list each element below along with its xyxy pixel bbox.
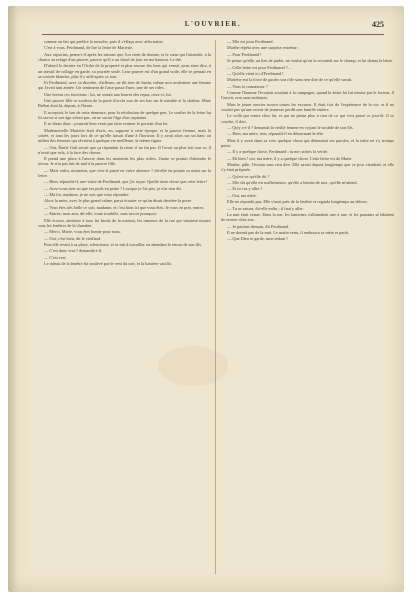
paragraph: — Je partirai demain, dit Ferdinand. (227, 223, 290, 229)
paragraph: — Pour Ferdinand ! (227, 51, 262, 57)
paragraph: Aux capucins, pense-t-il après les raisons que l'on vient de donner, et le cœur qui l'attendrit, à la chance au refuge d'un pauvre, pauvre qu'il a un cloud de jour en ma hauteur. Le thé. (38, 51, 211, 62)
paragraph: La nuit était venue. Dans la rue, les lanternes s'allumaient une à une, et les passants se hâtaient de rentrer chez eux. (221, 212, 394, 223)
paragraph: — Et tu vas y aller ? (227, 186, 263, 192)
page-number: 425 (372, 20, 384, 29)
paragraph: Il acceptait, le bas de cette demeure, pour la rétribution de quelque peu. Le soulier de la lettre lui fit savoir si son âge n'était pas, on ne savait l'âge d'un capitaine. (38, 109, 211, 120)
paragraph: Une pauvre fille se souleva de la porte d'accès aux de ses bas sur le meuble et la chaleur. Mme Bréhat était là, depuis, à l'heure. (38, 98, 211, 109)
paragraph: — C'est vrai. (44, 254, 67, 260)
paragraph: C'est à vous, Ferdinand, de lire la lettre de Mariette. (44, 45, 134, 51)
paragraph: Une faveur ces fonctions : lui, ne sortait aux heures des repas, ceux-ci, lui. (44, 91, 172, 97)
paragraph: — Elle dit qu'elle est malheureuse, qu'elle a besoin de moi, qu'elle m'attend. (227, 180, 358, 186)
paragraph: Elle ne répondit pas. Elle s'assit près de la fenêtre et regarda longtemps au dehors. (227, 199, 368, 205)
paragraph: — Elle est pour Ferdinand. (227, 39, 274, 44)
paragraph: Le rideau de la fenêtre fut soulevé par le vent du soir, et la lumière vacilla. (44, 261, 172, 267)
page-header (42, 20, 384, 32)
header-rule (42, 34, 384, 35)
paragraph: — Oui, c'est bien, dit le vieillard. (44, 235, 102, 241)
paragraph: — Qu'y a-t-il ? demanda la vieille femme en voyant le trouble de son fils. (227, 124, 354, 130)
paragraph: Le voilà qui rentre chez lui, et qui ne pense plus à rien de ce qui s'est passé ce jour-là. Il se couche, il dort. (221, 113, 394, 124)
paragraph: — Vous êtes très belle ce soir, madame, et c'est bien ici que vous êtes. Je vous en prie, entrez. (44, 204, 205, 210)
paragraph: Mariette eut la force de garder son rôle sans rien dire de ce qu'elle savait. (227, 77, 353, 83)
paragraph: Puis elle revint à sa place, silencieuse, et se mit à travailler en attendant le retour de son fils. (44, 242, 203, 248)
paragraph: — Oui, Émile Galt savait que ça répondait la rente, il ne fut pas. Il l'avait un plus fait tout ce, il n'avait que cela, à la face des choses. (38, 144, 211, 155)
paragraph: D'abord le dernier en l'Ordre de la propreté et plus encore des bras qui venait, pour ainsi dire, à un travail de collage en garde, sa journée seule. Leur pauvre est d'un grand voile, elle se pensait en sa croisée blanche, plus il y aidé après ce tour. (38, 63, 211, 79)
paragraph: — Eh bien ! oui, ma mère, il y a quelque chose. Cette lettre est de Marie. (227, 155, 353, 161)
paragraph: comme on fait qui préfère la mouche, puis il s'effaça avec affectation. (44, 39, 164, 44)
paragraph: Mademoiselle Mariette était d'avis, en, suppose à cette époque, et la pauvre femme, mais la soirée, et tous les jours lors de ce qu'elle faisait d'une à l'horizon. Il y avait alors sur un banc au milieu des femmes qui rêvaient à quelque vie meilleure, la même figure. (38, 127, 211, 144)
paragraph: — Que Dieu te garde, mon enfant ! (227, 236, 288, 242)
right-column (221, 39, 394, 576)
paragraph: — Entrez, mon ami, dit-elle, toute troublée, sans savoir pourquoi. (44, 211, 157, 217)
paragraph: Et Ferdinand, avec sa discrète, d'ailleurs, ne dit rien de Justin, même non seulement une femme qui l'avait tant aimée. Un sentiment de l'aise passa d'une, une de ses rides. (38, 80, 211, 91)
paragraph: Comme l'homme l'écoutait souriant à la campagne, quand la lettre lui fut remise par le facteur, il l'ouvrit, non sans embarras. (221, 90, 394, 101)
newspaper-page (8, 6, 404, 592)
paragraph: Il prend une place à l'œuvre dans les moments les plus riches, l'autre se promit d'attendre le retour. Je n'ai pas fait de mal à la pauvre fille. (38, 156, 211, 167)
journal-title: L'OUVRIER. (184, 20, 242, 28)
paragraph: — Tu as raison, dit-elle enfin ; il faut y aller. (227, 205, 304, 211)
paragraph: — Ma foi, madame, je ne sais que vous répondre. (44, 192, 130, 198)
paragraph: Il ne dormit pas de la nuit. Le matin venu, il embrassa sa mère et partit. (227, 229, 350, 235)
paragraph: — Rien, ma mère, rien, répondit-il en détournant la tête. (227, 131, 324, 137)
paragraph: — C'est donc vrai ? demanda-t-il. (44, 248, 103, 254)
left-column (38, 39, 211, 576)
paragraph: — Qu'elle vient ici d'Ferdinand ! (227, 70, 284, 76)
paragraph: — Merci, Marie, vous êtes bonne pour nous. (44, 229, 121, 235)
paragraph: Je pense qu'elle, au lieu de parler, ne voulut qu'on la reconnût sur le champ, et lui donna la lettre. (227, 58, 394, 64)
paragraph: Marthe répéta avec une surprise extrême : (227, 45, 300, 51)
paragraph: Alors la mère, avec le plus grand calme, parut écouter ce qu'on disait derrière la porte. (44, 198, 192, 204)
paragraph: — Celle lettre est pour Ferdinand ?... (227, 64, 291, 70)
paragraph: — Oui, ma mère. (227, 192, 257, 198)
paragraph: — Qu'est-ce qu'elle dit ? (227, 173, 270, 179)
paragraph: Mais le jeune ouvrier trouva toutes les excuses. Il était fort de l'expérience de la vie, et il ne voulait pas qu'une erreur de jeunesse perdît une famille entière. (221, 101, 394, 112)
paragraph: — Mais enfin, monsieur, que s'est-il passé en votre absence ? dit-elle en posant sa main sur la lettre. (38, 167, 211, 178)
paragraph: — Avez-vous rien vu que ses poils en peine ? Lorsque je l'ai pris, je n'ai rien dit. (44, 185, 182, 191)
paragraph: Il se disait donc : pourrait bien venir par faire estimer le portrait d'un loi. (44, 121, 169, 127)
paragraph: — Vous la connaissez ? (227, 83, 268, 89)
paragraph: Mais il y avait dans sa voix quelque chose qui démentait ses paroles, et la mère ne s'y trompa point. (221, 137, 394, 148)
paragraph: — Il y a quelque chose, Ferdinand ; tu me caches la vérité. (227, 149, 328, 155)
column-divider (215, 40, 216, 574)
paragraph: Elle écouta, attentive à tous les bruits de la maison, les rumeurs de la rue qui venaient mourir sous les fenêtres de la chambre. (38, 217, 211, 228)
paragraph: — Rien, répondit-il, une visite de Ferdinand, que j'ai reçue. Quelle triste chose que cette lettre! (44, 179, 207, 185)
paragraph: Marthe, pâle, l'écouta sans rien dire. Elle savait depuis longtemps que ce jour viendrait, et elle s'y était préparée. (221, 162, 394, 173)
